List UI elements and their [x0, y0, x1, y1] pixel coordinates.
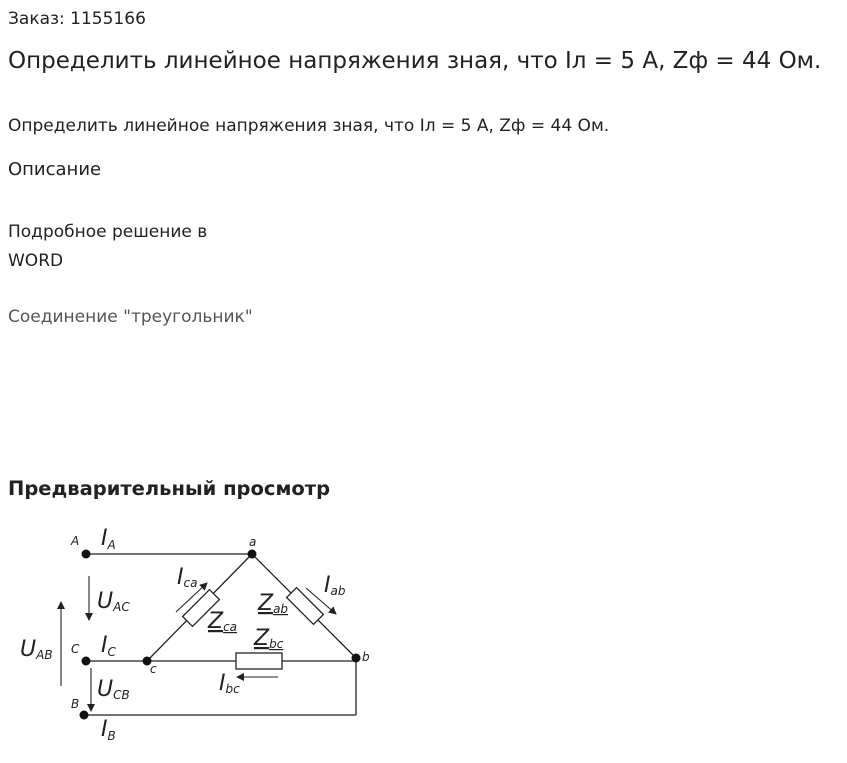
node-C-label: C [71, 642, 80, 656]
preview-heading: Предварительный просмотр [8, 477, 331, 500]
description-heading: Описание [8, 159, 102, 180]
node-A-dot [82, 550, 91, 559]
connection-type: Соединение "треугольник" [8, 307, 253, 327]
node-c-label: c [150, 662, 157, 676]
node-a-dot [248, 550, 257, 559]
label-Zca: Zca [208, 609, 238, 634]
label-Zab: Zab [258, 591, 289, 616]
label-Ibc: Ibc [219, 671, 240, 696]
label-UAB: UAB [20, 637, 53, 662]
resistor-zbc [236, 653, 282, 669]
label-IB: IB [101, 717, 116, 743]
label-Zbc: Zbc [254, 626, 284, 651]
solution-note-line2: WORD [8, 251, 64, 271]
label-Iab: Iab [324, 573, 346, 598]
task-statement: Определить линейное напряжения зная, что Iл = 5 А, Zф = 44 Ом. [8, 116, 610, 136]
node-a-label: a [249, 535, 257, 549]
node-b-dot [352, 654, 361, 663]
resistor-zab [287, 588, 324, 625]
node-b-label: b [362, 650, 370, 664]
node-B-dot [80, 711, 89, 720]
solution-note-line1: Подробное решение в [8, 222, 208, 242]
node-A-label: A [71, 534, 80, 548]
label-Ica: Ica [177, 565, 198, 590]
label-UAC: UAC [97, 589, 130, 614]
node-B-label: B [71, 697, 80, 711]
label-IA: IA [101, 526, 116, 552]
order-number: Заказ: 1155166 [8, 9, 146, 29]
label-IC: IC [101, 633, 116, 659]
circuit-diagram [0, 518, 400, 758]
node-C-dot [82, 657, 91, 666]
page-title: Определить линейное напряжения зная, что Iл = 5 А, Zф = 44 Ом. [8, 48, 822, 74]
label-UCB: UCB [97, 677, 130, 702]
